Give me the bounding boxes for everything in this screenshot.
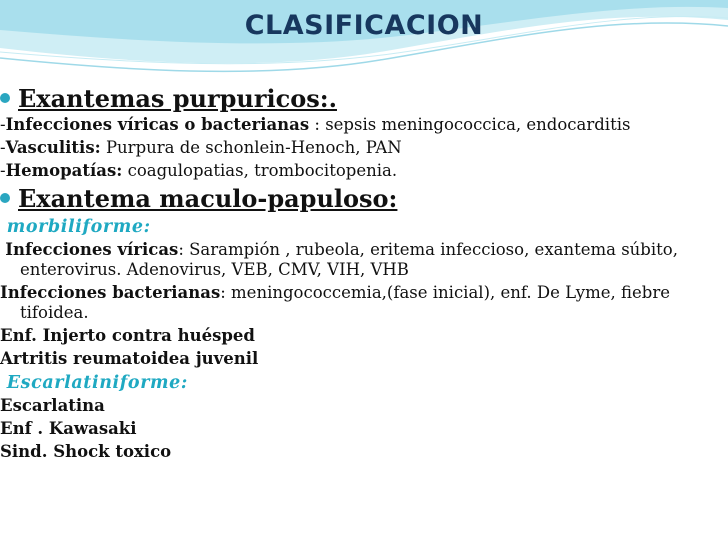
- item-term: Infecciones víricas: [5, 240, 179, 259]
- bullet-icon: [0, 193, 10, 203]
- item-description: : Sarampión , rubeola, eritema infeccioso, exantema súbito, enterovirus. Adenovirus, VEB, CMV, VIH, VHB: [20, 240, 678, 279]
- list-item: Enf. Injerto contra huésped: [0, 326, 255, 345]
- section-heading-text: Exantemas purpuricos:.: [18, 84, 337, 113]
- item-description: : meningococcemia,(fase inicial), enf. De Lyme, fiebre tifoidea.: [20, 283, 671, 322]
- item-term: Vasculitis:: [5, 138, 101, 157]
- list-item: Sind. Shock toxico: [0, 442, 172, 461]
- section-heading-purpuricos: [18, 84, 705, 114]
- list-item: -Hemopatías: coagulopatias, trombocitopenia.: [0, 161, 398, 180]
- section-heading-text: Exantema maculo-papuloso:: [18, 184, 398, 213]
- list-item: [0, 240, 705, 280]
- item-term: Infecciones víricas o bacterianas: [5, 115, 310, 134]
- item-term: Infecciones bacterianas: [0, 283, 221, 302]
- list-item: Enf . Kawasaki: [0, 419, 137, 438]
- section-heading-maculo-papuloso: [18, 184, 705, 214]
- subheading-morbiliforme: morbiliforme:: [6, 217, 151, 237]
- item-description: coagulopatias, trombocitopenia.: [122, 161, 398, 180]
- slide-content: [0, 84, 705, 465]
- subheading-escarlatiniforme: Escarlatiniforme:: [6, 373, 188, 393]
- list-item: -Infecciones víricas o bacterianas : sepsis meningococcica, endocarditis: [0, 115, 631, 134]
- list-item: [0, 283, 705, 323]
- item-description: Purpura de schonlein-Henoch, PAN: [100, 138, 402, 157]
- list-item: Artritis reumatoidea juvenil: [0, 349, 259, 368]
- item-description: : sepsis meningococcica, endocarditis: [309, 115, 631, 134]
- item-term: Hemopatías:: [5, 161, 123, 180]
- slide-title: CLASIFICACION: [244, 10, 484, 41]
- bullet-icon: [0, 93, 10, 103]
- list-item: -Vasculitis: Purpura de schonlein-Henoch, PAN: [0, 138, 402, 157]
- list-item: Escarlatina: [0, 396, 105, 415]
